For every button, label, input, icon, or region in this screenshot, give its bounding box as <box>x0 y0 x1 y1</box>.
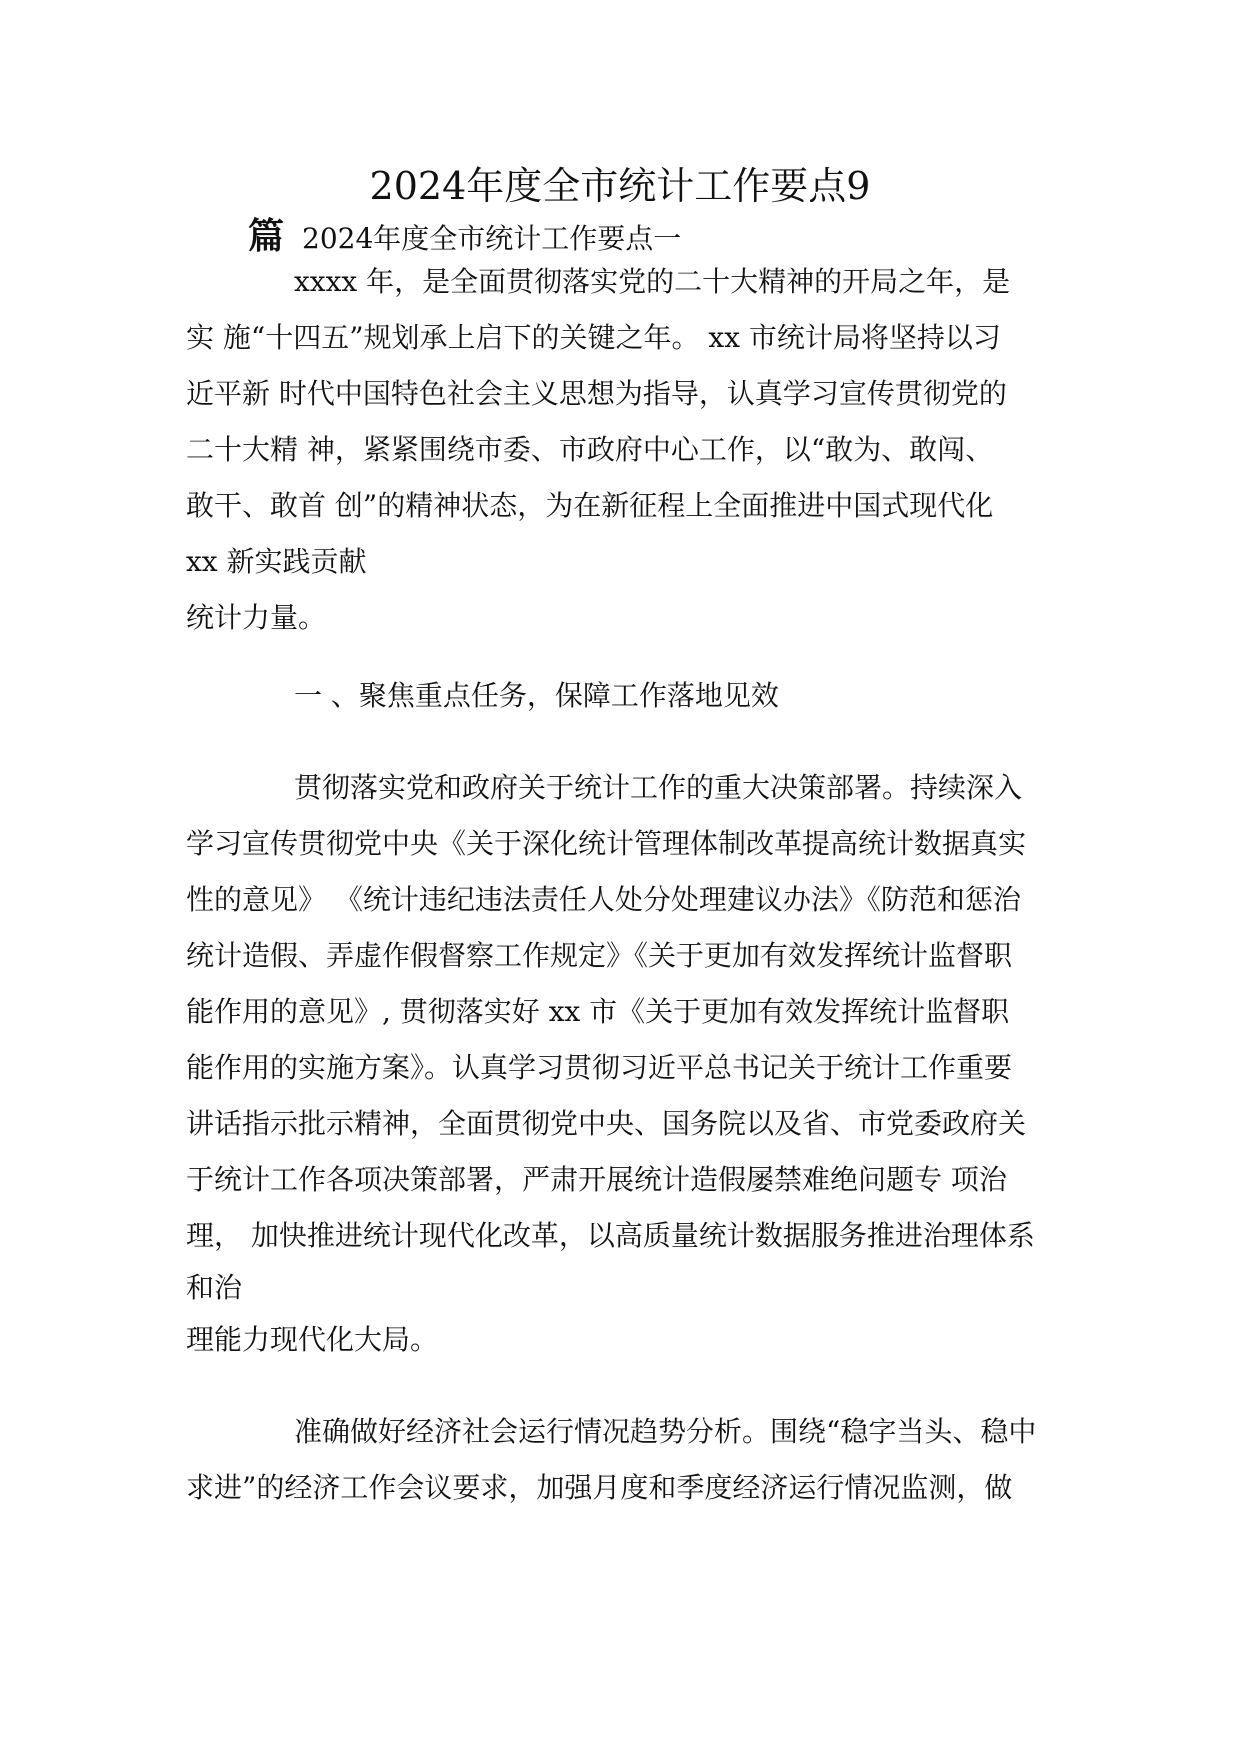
paragraph-line: 理， 加快推进统计现代化改革，以高质量统计数据服务推进治理体系 <box>186 1219 1035 1252</box>
paragraph-line: 能作用的意见》, 贯彻落实好 xx 市《关于更加有效发挥统计监督职 <box>186 995 1010 1028</box>
paragraph-line: 统计造假、弄虚作假督察工作规定》《关于更加有效发挥统计监督职 <box>186 939 1013 972</box>
paragraph-line: 统计力量。 <box>186 601 327 634</box>
paragraph-line: 准确做好经济社会运行情况趋势分析。围绕“稳字当头、稳中 <box>294 1415 1037 1448</box>
document-subtitle <box>248 212 681 267</box>
paragraph-line: 讲话指示批示精神，全面贯彻党中央、国务院以及省、市党委政府关 <box>186 1107 1027 1140</box>
subtitle-text: 2024年度全市统计工作要点一 <box>302 222 682 255</box>
section-heading: 一 、聚焦重点任务，保障工作落地见效 <box>294 679 779 712</box>
paragraph-line: 贯彻落实党和政府关于统计工作的重大决策部署。持续深入 <box>294 771 1023 804</box>
paragraph-line: 能作用的实施方案》。认真学习贯彻习近平总书记关于统计工作重要 <box>186 1051 1013 1084</box>
paragraph-line: 理能力现代化大局。 <box>186 1323 439 1356</box>
paragraph-line: 性的意见》 《统计违纪违法责任人处分处理建议办法》《防范和惩治 <box>186 883 1021 916</box>
paragraph-line: xx 新实践贡献 <box>186 545 367 578</box>
paragraph-line: 学习宣传贯彻党中央《关于深化统计管理体制改革提高统计数据真实 <box>186 827 1027 860</box>
paragraph-line: 和治 <box>186 1271 243 1304</box>
paragraph-line: 实 施“十四五”规划承上启下的关键之年。 xx 市统计局将坚持以习 <box>186 321 1001 354</box>
paragraph-line: xxxx 年，是全面贯彻落实党的二十大精神的开局之年，是 <box>294 265 1011 298</box>
paragraph-line: 敢干、敢首 创”的精神状态，为在新征程上全面推进中国式现代化 <box>186 489 994 522</box>
subtitle-prefix: 篇 <box>248 215 285 257</box>
paragraph-line: 近平新 时代中国特色社会主义思想为指导，认真学习宣传贯彻党的 <box>186 377 1007 410</box>
paragraph-line: 二十大精 神，紧紧围绕市委、市政府中心工作，以“敢为、敢闯、 <box>186 433 994 466</box>
paragraph-line: 求进”的经济工作会议要求，加强月度和季度经济运行情况监测，做 <box>186 1471 1013 1504</box>
paragraph-line: 于统计工作各项决策部署，严肃开展统计造假屡禁难绝问题专 项治 <box>186 1163 1007 1196</box>
document-title: 2024年度全市统计工作要点9 <box>369 164 871 208</box>
